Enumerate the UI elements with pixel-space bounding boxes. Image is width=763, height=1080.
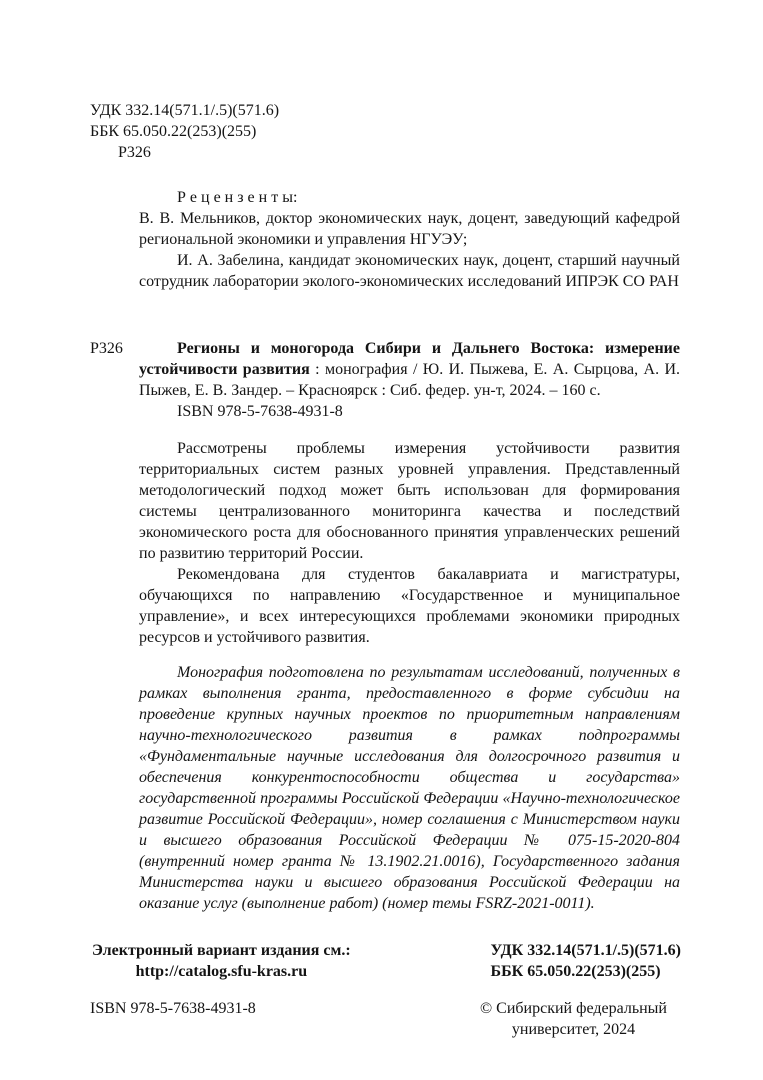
copyright-notice — [480, 998, 667, 1040]
bbk-code-top: ББК 65.050.22(253)(255) — [90, 123, 257, 140]
bottom-codes-block — [491, 940, 682, 982]
bbk-code-bottom: ББК 65.050.22(253)(255) — [490, 963, 661, 980]
bibliographic-description: : монография / Ю. И. Пыжева, Е. А. Сырцова, А. И. Пыжев, Е. В. Зандер. – Красноярск : Сиб. федер. ун-т, 2024. – 160 с. — [139, 361, 680, 399]
top-codes-block — [90, 0, 763, 163]
electronic-version-url: http://catalog.sfu-kras.ru — [135, 963, 308, 980]
author-sign-top: Р326 — [118, 144, 151, 161]
udc-code-bottom: УДК 332.14(571.1/.5)(571.6) — [490, 942, 681, 959]
bibliographic-record — [139, 338, 680, 401]
reviewer-first: В. В. Мельников, доктор экономических наук, доцент, заведующий кафедрой региональной экономики и управления НГУЭУ; — [139, 210, 680, 248]
copyright-line-1: © Сибирский федеральный — [480, 1000, 667, 1017]
reviewers-heading: Р е ц е н з е н т ы: — [177, 189, 298, 206]
reviewer-second: И. А. Забелина, кандидат экономических наук, доцент, старший научный сотрудник лаборатории эколого-экономических исследований ИПРЭК СО РАН — [139, 252, 680, 290]
electronic-version-block — [92, 940, 351, 982]
footer-codes-row — [92, 940, 681, 982]
catalog-card — [90, 338, 680, 422]
electronic-version-label: Электронный вариант издания см.: — [92, 942, 351, 959]
annotation-paragraph-1: Рассмотрены проблемы измерения устойчивости развития территориальных систем разных уровней управления. Представленный методологический подход может быть использован для формирования системы централизованного мониторинга качества и последствий экономического роста для обоснованного принятия управленческих решений по развитию территорий России. — [139, 440, 680, 562]
reviewers-block — [139, 187, 680, 292]
isbn-bottom: ISBN 978-5-7638-4931-8 — [90, 1000, 256, 1017]
catalog-sign: Р326 — [90, 340, 123, 357]
copyright-line-2: университет, 2024 — [511, 1021, 636, 1038]
annotation-paragraph-2: Рекомендована для студентов бакалавриата и магистратуры, обучающихся по направлению «Государственное и муниципальное управление», и всех интересующихся проблемами экономики природных ресурсов и устойчивого развития. — [139, 566, 680, 646]
udc-code-top: УДК 332.14(571.1/.5)(571.6) — [90, 102, 280, 119]
grant-note: Монография подготовлена по результатам исследований, полученных в рамках выполнения гранта, предоставленного в форме субсидии на проведение крупных научных проектов по приоритетным направлениям научно-технологического развития в рамках подпрограммы «Фундаментальные научные исследования для долгосрочного развития и обеспечения конкурентоспособности общества и государства» государственной программы Российской Федерации «Научно-технологическое развитие Российской Федерации», номер соглашения с Министерством науки и высшего образования Российской Федерации № 075-15-2020-804 (внутренний номер гранта № 13.1902.21.0016), Государственного задания Министерства науки и высшего образования Российской Федерации на оказание услуг (выполнение работ) (номер темы FSRZ-2021-0011). — [139, 664, 680, 912]
book-title: Регионы и моногорода Сибири и Дальнего Востока: измерение устойчивости развития — [139, 340, 680, 378]
isbn-copyright-row — [90, 998, 667, 1040]
annotation-block — [139, 438, 680, 648]
isbn-number: ISBN 978-5-7638-4931-8 — [177, 403, 343, 420]
